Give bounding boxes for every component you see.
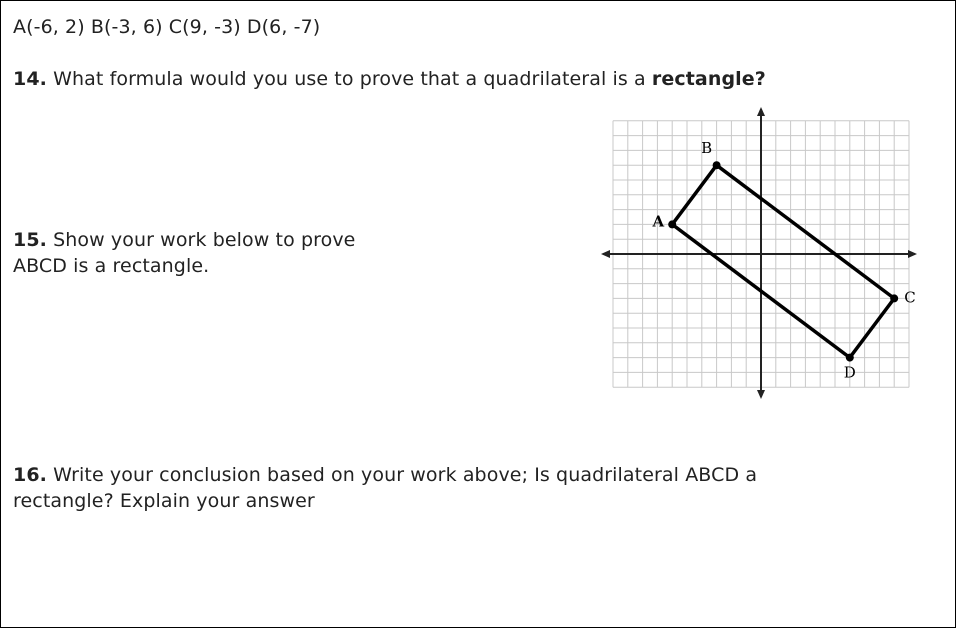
x-axis-right-arrow [908,250,917,258]
y-axis-up-arrow [757,107,765,116]
question-16-number: 16. [13,464,47,486]
vertex-label-A: A [652,212,665,231]
question-16-line2: rectangle? Explain your answer [13,490,315,512]
vertex-C [890,294,898,302]
question-15-number: 15. [13,229,47,251]
question-15 [13,227,355,253]
x-axis-left-arrow [601,250,610,258]
vertex-label-D: D [843,363,856,382]
vertex-label-B: B [701,139,713,158]
y-axis-down-arrow [757,390,765,399]
coordinate-graph [599,105,921,405]
coordinates-line: A(-6, 2) B(-3, 6) C(9, -3) D(6, -7) [13,16,321,38]
vertex-labels [652,139,916,381]
vertex-D [846,354,854,362]
question-14-text: What formula would you use to prove that a quadrilateral is a [46,68,652,90]
vertex-B [713,161,721,169]
rectangle-abcd [668,161,898,361]
question-15-line2: ABCD is a rectangle. [13,255,210,277]
vertex-label-C: C [904,288,916,307]
question-16 [13,462,757,488]
question-14-number: 14. [13,68,47,90]
question-15-line1: Show your work below to prove [46,229,356,251]
vertex-A [668,220,676,228]
question-14-emphasis: rectangle? [651,68,766,90]
question-14 [13,66,766,92]
question-16-line1: Write your conclusion based on your work above; Is quadrilateral ABCD a [46,464,758,486]
